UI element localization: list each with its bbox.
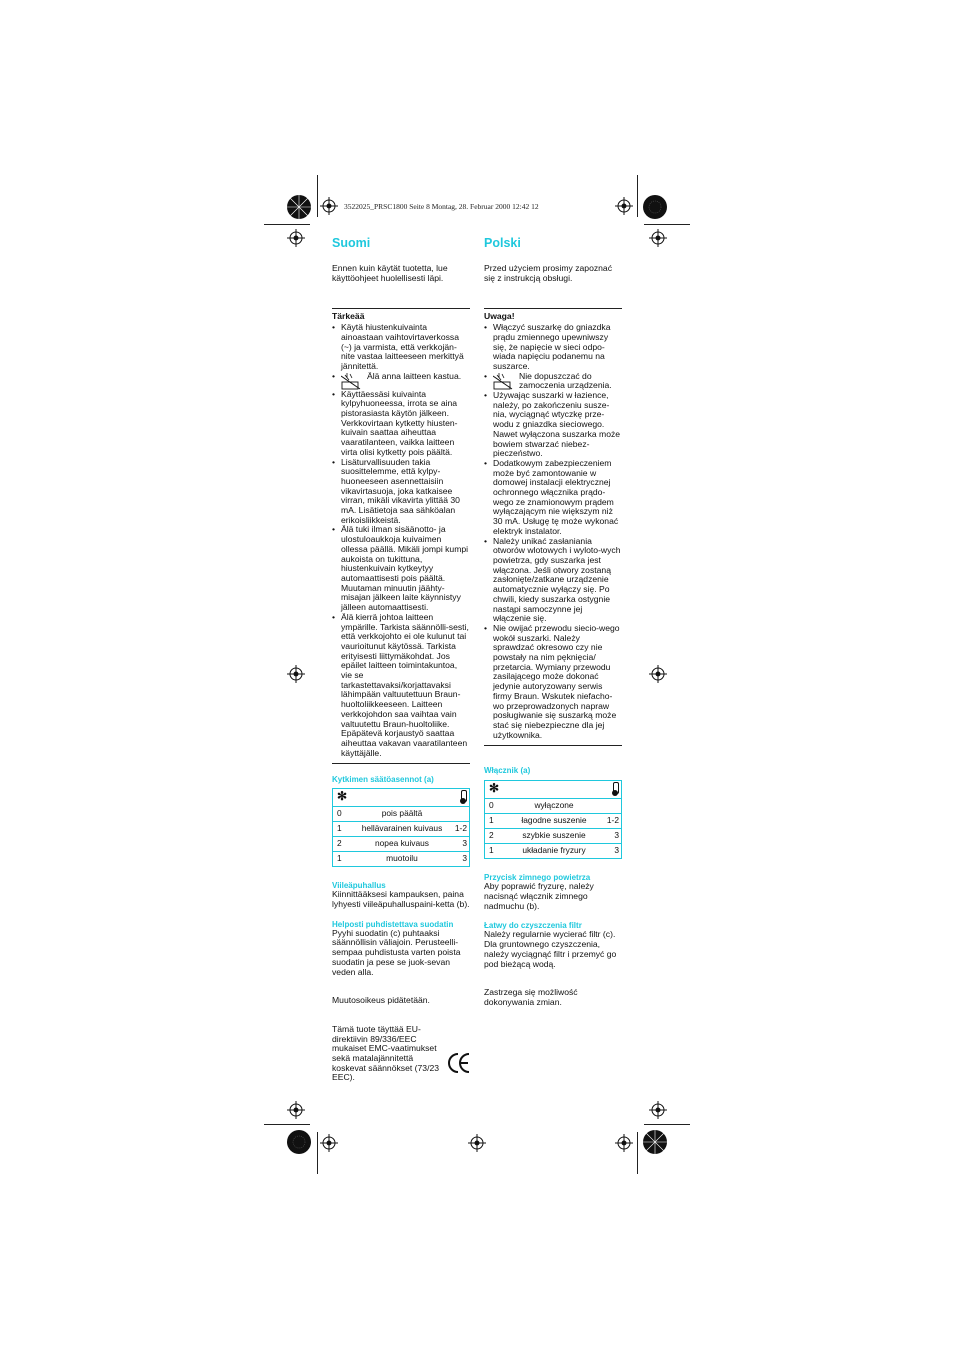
crosshair-icon xyxy=(468,1134,486,1152)
table-row: 1 muotoilu 3 xyxy=(333,852,470,867)
section-title: Suomi xyxy=(332,236,371,250)
crosshair-icon xyxy=(615,197,633,215)
list-item: • Älä kierrä johtoa laitteen ympärille. Tarkista säännölli-sesti, että verkkojohto ei ole kulunut tai vaurioitunut käytössä. Tarkista erityisesti liittymäkohdat. Jos epäilet laitteen toimintakuntoa, vie se tarkastettavaksi/korjattavaksi lähimpään valtuutettuun Braun-huoltoliikkeeseen. Laitteen verkkojohdon saa vaihtaa vain valtuutettu Braun-huoltoliike. Epäpätevä korjaustyö saattaa aiheuttaa vakavan vaaratilanteen käyttäjälle. xyxy=(332,613,470,759)
table-row: 1 łagodne suszenie 1-2 xyxy=(485,814,622,829)
section-title: Polski xyxy=(484,236,521,250)
fan-icon: ✻ xyxy=(337,789,348,804)
ce-compliance-text: Tämä tuote täyttää EU-direktiivin 89/336/EEC mukaiset EMC-vaatimukset sekä matalajännitettä koskevat säännökset (73/23 EEC). xyxy=(332,1023,440,1083)
crosshair-icon xyxy=(287,665,305,683)
settings-table xyxy=(332,788,470,867)
thermometer-icon xyxy=(461,790,467,802)
important-heading: Tärkeää xyxy=(332,311,365,322)
important-heading: Uwaga! xyxy=(484,311,515,322)
switch-settings-heading: Włącznik (a) xyxy=(484,766,531,776)
cool-shot-heading: Viileäpuhallus xyxy=(332,881,386,891)
crop-mark xyxy=(264,1124,310,1125)
registration-star-icon xyxy=(286,194,312,220)
cool-shot-heading: Przycisk zimnego powietrza xyxy=(484,873,591,883)
crop-mark xyxy=(637,1132,638,1174)
ce-mark-icon xyxy=(447,1052,471,1074)
crop-mark xyxy=(264,224,310,225)
list-item: • Nie owijać przewodu siecio-wego wokół suszarki. Należy sprawdzać okresowo czy nie powstały na nim pęknięcia/ przetarcia. Wymiany przewodu zasilającego może dokonać jedynie autoryzowany serwis firmy Braun. Wskutek niefacho-wo przeprowadzonych napraw posługiwanie się suszarką może stać się niebezpieczne dla jej użytkownika. xyxy=(484,624,622,740)
list-item: • Używając suszarki w łazience, należy, po zakończeniu susze-nia, wyciągnąć wtyczkę prze-wodu z gniazdka sieciowego. Nawet wyłączona suszarka może bowiem stwarzać niebez-pieczeństwo. xyxy=(484,391,622,459)
table-row: 0 wyłączone xyxy=(485,799,622,814)
reservation-note: Muutosoikeus pidätetään. xyxy=(332,995,430,1006)
crosshair-icon xyxy=(615,1134,633,1152)
list-item: • Należy unikać zasłaniania otworów wlotowych i wyloto-wych powietrza, gdy suszarka jest włączona. Jeśli otwory zostaną zasłonięte/zatkane urządzenie automatycznie wyłączy się. Po chwili, kiedy suszarka ostygnie nastąpi samoczynne jej włączenie się. xyxy=(484,537,622,624)
table-row: 1 hellävarainen kuivaus 1-2 xyxy=(333,822,470,837)
crosshair-icon xyxy=(287,229,305,247)
filter-text: Pyyhi suodatin (c) puhtaaksi säännöllisin väliajoin. Perusteelli-sempaa puhdistusta varten poista suodatin ja pese se juok-sevan veden alla. xyxy=(332,927,461,977)
divider xyxy=(484,308,622,309)
list-item-text: • Nie dopuszczać do zamoczenia urządzenia. xyxy=(519,370,612,391)
crosshair-icon xyxy=(649,665,667,683)
table-row: 1 układanie fryzury 3 xyxy=(485,844,622,859)
switch-settings-heading: Kytkimen säätöasennot (a) xyxy=(332,775,434,785)
crop-mark xyxy=(317,1132,318,1174)
safety-list xyxy=(484,323,622,740)
intro-text: Przed użyciem prosimy zapoznać się z instrukcją obsługi. xyxy=(484,263,612,283)
list-item: • Käytä hiustenkuivainta ainoastaan vaihtovirtaverkossa (~) ja varmista, että verkkojän-nite vastaa laitteeseen merkittyä jännitettä. xyxy=(332,323,470,372)
list-item xyxy=(332,372,470,390)
cool-shot-text: Kiinnittääksesi kampauksen, paina lyhyesti viileäpuhalluspaini-ketta (b). xyxy=(332,889,470,910)
filter-text: Należy regularnie wycierać filtr (c). Dla gruntownego czyszczenia, należy wyciągnąć filtr i przemyć go pod bieżącą wodą. xyxy=(484,929,617,969)
list-item: • Włączyć suszarkę do gniazdka prądu zmiennego upewniwszy się, że napięcie w sieci odpo-wiada napięciu podanemu na suszarce. xyxy=(484,323,622,372)
list-item: • Dodatkowym zabezpieczeniem może być zamontowanie w domowej instalacji elektrycznej ochronnego włącznika prądo-wego ze znamionowym prądem wyłączającym nie większym niż 30 mA. Usługę tę może wykonać elektryk instalator. xyxy=(484,459,622,537)
crop-mark xyxy=(637,175,638,217)
filter-heading: Łatwy do czyszczenia filtr xyxy=(484,921,582,931)
thermometer-icon xyxy=(613,782,619,794)
reservation-note: Zastrzega się możliwość dokonywania zmian. xyxy=(484,987,578,1007)
list-item: • Lisäturvallisuuden takia suosittelemme, että kylpy-huoneeseen asennettaisiin vikavirtasuoja, joka katkaisee virran, mikäli vikavirta ylittää 30 mA. Lisätietoja saa sähköalan erikoisliikkeistä. xyxy=(332,458,470,526)
divider xyxy=(332,308,470,309)
crop-mark xyxy=(644,1124,690,1125)
settings-table xyxy=(484,780,622,859)
no-water-icon xyxy=(341,372,361,390)
crosshair-icon xyxy=(649,229,667,247)
registration-star-icon xyxy=(642,1129,668,1155)
crosshair-icon xyxy=(320,1134,338,1152)
crosshair-icon xyxy=(287,1101,305,1119)
cool-shot-text: Aby poprawić fryzurę, należy nacisnąć włącznik zimnego nadmuchu (b). xyxy=(484,881,594,911)
intro-text: Ennen kuin käytät tuotetta, lue käyttöohjeet huolellisesti läpi. xyxy=(332,263,448,283)
table-row: 2 nopea kuivaus 3 xyxy=(333,837,470,852)
crosshair-icon xyxy=(649,1101,667,1119)
crosshair-icon xyxy=(320,197,338,215)
fan-icon: ✻ xyxy=(489,781,500,796)
column-polski xyxy=(484,232,622,1008)
filter-heading: Helposti puhdistettava suodatin xyxy=(332,919,454,929)
column-suomi xyxy=(332,232,470,1083)
list-item xyxy=(484,372,622,391)
table-row: 2 szybkie suszenie 3 xyxy=(485,829,622,844)
registration-dot-icon xyxy=(642,194,668,220)
list-item-text: • Älä anna laitteen kastua. xyxy=(367,370,462,381)
registration-dot-icon xyxy=(286,1129,312,1155)
table-row: 0 pois päältä xyxy=(333,807,470,822)
list-item: • Käyttäessäsi kuivainta kylpyhuoneessa, irrota se aina pistorasiasta käytön jälkeen. Verkkovirtaan kytketty hiusten-kuivain saattaa aiheuttaa vaaratilanteen, vaikka laitteen virta olisi kytketty pois päältä. xyxy=(332,390,470,458)
crop-mark xyxy=(317,175,318,217)
no-water-icon xyxy=(493,372,513,390)
crop-mark xyxy=(644,224,690,225)
safety-list xyxy=(332,323,470,758)
list-item: • Älä tuki ilman sisäänotto- ja ulostuloaukkoja kuivaimen ollessa päällä. Mikäli jompi kumpi aukoista on tukittuna, hiustenkuivain kytkeytyy automaattisesti pois päältä. Muutaman minuutin jäähty-misajan jälkeen laite käynnistyy jälleen automaattisesti. xyxy=(332,525,470,612)
print-header: 3522025_PRSC1800 Seite 8 Montag, 28. Februar 2000 12:42 12 xyxy=(344,202,539,211)
